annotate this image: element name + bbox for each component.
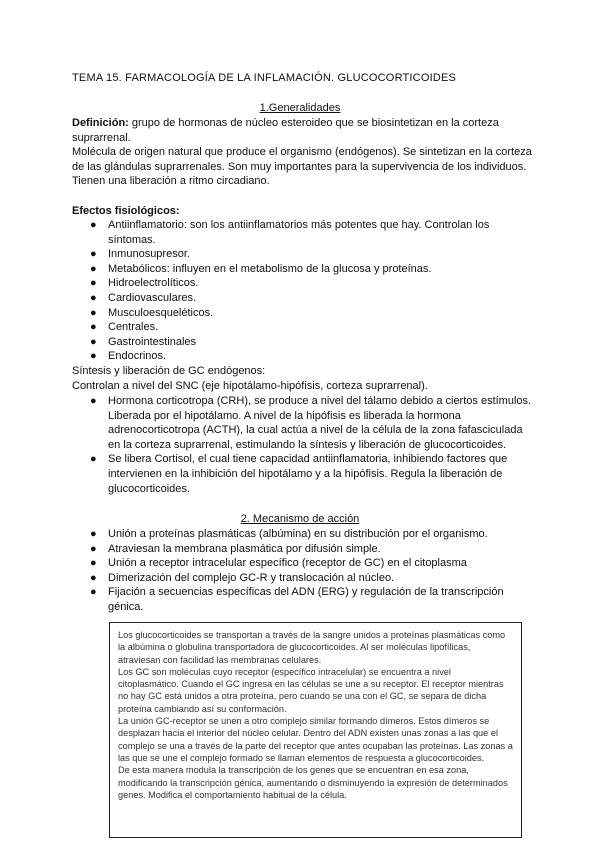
box-paragraph: De esta manera modula la transcripción de los genes que se encuentran en esa zona, modificando la transcripción génica, aumentando o disminuyendo la expresión de determinados genes. Modifica el comportamiento habitual de la célula. [118,765,508,800]
list-item: ● Dimerización del complejo GC-R y translocación al núcleo. [90,571,395,584]
definition-paragraph [72,116,532,145]
bullet-icon: ● [90,528,97,540]
bullet-icon: ● [90,586,97,599]
synthesis-intro: Controlan a nivel del SNC (eje hipotálamo-hipófisis, corteza suprarrenal). [72,380,428,392]
page-title: TEMA 15. FARMACOLOGÍA DE LA INFLAMACIÓN. GLUCOCORTICOIDES [72,72,457,84]
bullet-icon: ● [90,542,97,555]
intro-paragraph: Molécula de origen natural que produce el organismo (endógenos). Se sintetizan en la corteza de las glándulas suprarrenales. Son muy importantes para la supervivencia de los individuos. Tienen una liberación a ritmo circadiano. [72,146,532,188]
bullet-icon: ● [90,219,97,231]
list-item: ● Atraviesan la membrana plasmática por difusión simple. [90,542,381,555]
bullet-icon: ● [90,350,97,363]
section-heading-mecanismo: 2. Mecanismo de acción [240,513,360,525]
bullet-icon: ● [90,557,97,570]
bullet-icon: ● [90,248,97,261]
definition-label: Definición: [72,117,129,129]
list-item: ● Unión a receptor intracelular específico (receptor de GC) en el citoplasma [90,557,467,570]
bullet-icon: ● [90,571,97,584]
list-item: ● Se libera Cortisol, el cual tiene capacidad antiinflamatoria, inhibiendo factores que intervienen en la inhibición del hipotálamo y a la hipófisis. Regula la liberación de glucocorticoides. [90,453,508,495]
mechanism-text-box [109,622,522,838]
bullet-icon: ● [90,335,97,348]
box-paragraph: La unión GC-receptor se unen a otro complejo similar formando dímeros. Estos dímeros se desplazan hacia el interior del núcleo celular. Dentro del ADN existen unas zonas a las que el complejo se una a través de la parte del receptor que antes ocupaban las proteínas. Las zonas a las que se une el complejo formado se llaman elementos de respuesta a glucocorticoides. [118,716,513,763]
list-item: ● Musculoesqueléticos. [90,306,214,319]
bullet-icon: ● [90,277,97,290]
bullet-icon: ● [90,453,97,466]
box-paragraph: Los GC son moléculas cuyo receptor (específico intracelular) se encuentra a nivel citoplasmático. Cuando el GC ingresa en las células se une a su receptor. El receptor mientras no hay GC está unidos a otra proteína, pero cuando se una con el GC, se separa de dicha proteína cambiando así su conformación. [118,666,504,714]
list-item: ● Cardiovasculares. [90,291,197,304]
list-item: ● Endocrinos. [90,350,167,363]
list-item: ● Centrales. [90,321,159,334]
list-item: ● Antiinflamatorio: son los antiinflamatorios más potentes que hay. Controlan los síntomas. [90,219,490,246]
effects-heading: Efectos fisiológicos: [72,205,180,217]
list-item: ● Fijación a secuencias específicas del ADN (ERG) y regulación de la transcripción génica. [90,586,504,613]
list-item: ● Hormona corticotropa (CRH), se produce a nivel del tálamo debido a ciertos estímulos. Liberada por el hipotálamo. A nivel de la hipófisis es liberada la hormona adrenocorticotropa (ACTH), la cual actúa a nivel de la célula de la zona fafasciculada en la corteza suprarrenal, estimulando la síntesis y liberación de glucocorticoides. [90,395,532,451]
box-paragraph: Los glucocorticoides se transportan a través de la sangre unidos a proteínas plasmáticas como la albúmina o globulina transportadora de glucocorticoides. Al ser moléculas lipofílicas, atraviesan con facilidad las membranas celulares. [118,630,506,665]
bullet-icon: ● [90,306,97,319]
list-item: ● Metabólicos: influyen en el metabolismo de la glucosa y proteínas. [90,262,432,275]
bullet-icon: ● [90,262,97,275]
definition-text: grupo de hormonas de núcleo esteroideo que se biosintetizan en la corteza suprarrenal. [72,117,499,144]
mechanism-list [72,527,532,615]
section-heading-generalidades: 1.Generalidades [259,102,341,114]
bullet-icon: ● [90,395,97,407]
synthesis-heading: Síntesis y liberación de GC endógenos: [72,365,266,377]
list-item: ● Inmunosupresor. [90,248,190,261]
list-item: ● Hidroelectrolíticos. [90,277,199,290]
list-item: ● Unión a proteínas plasmáticas (albúmina) en su distribución por el organismo. [90,528,488,540]
synthesis-list [72,394,532,496]
list-item: ● Gastrointestinales [90,335,197,348]
effects-list [72,218,532,364]
bullet-icon: ● [90,321,97,334]
bullet-icon: ● [90,291,97,304]
